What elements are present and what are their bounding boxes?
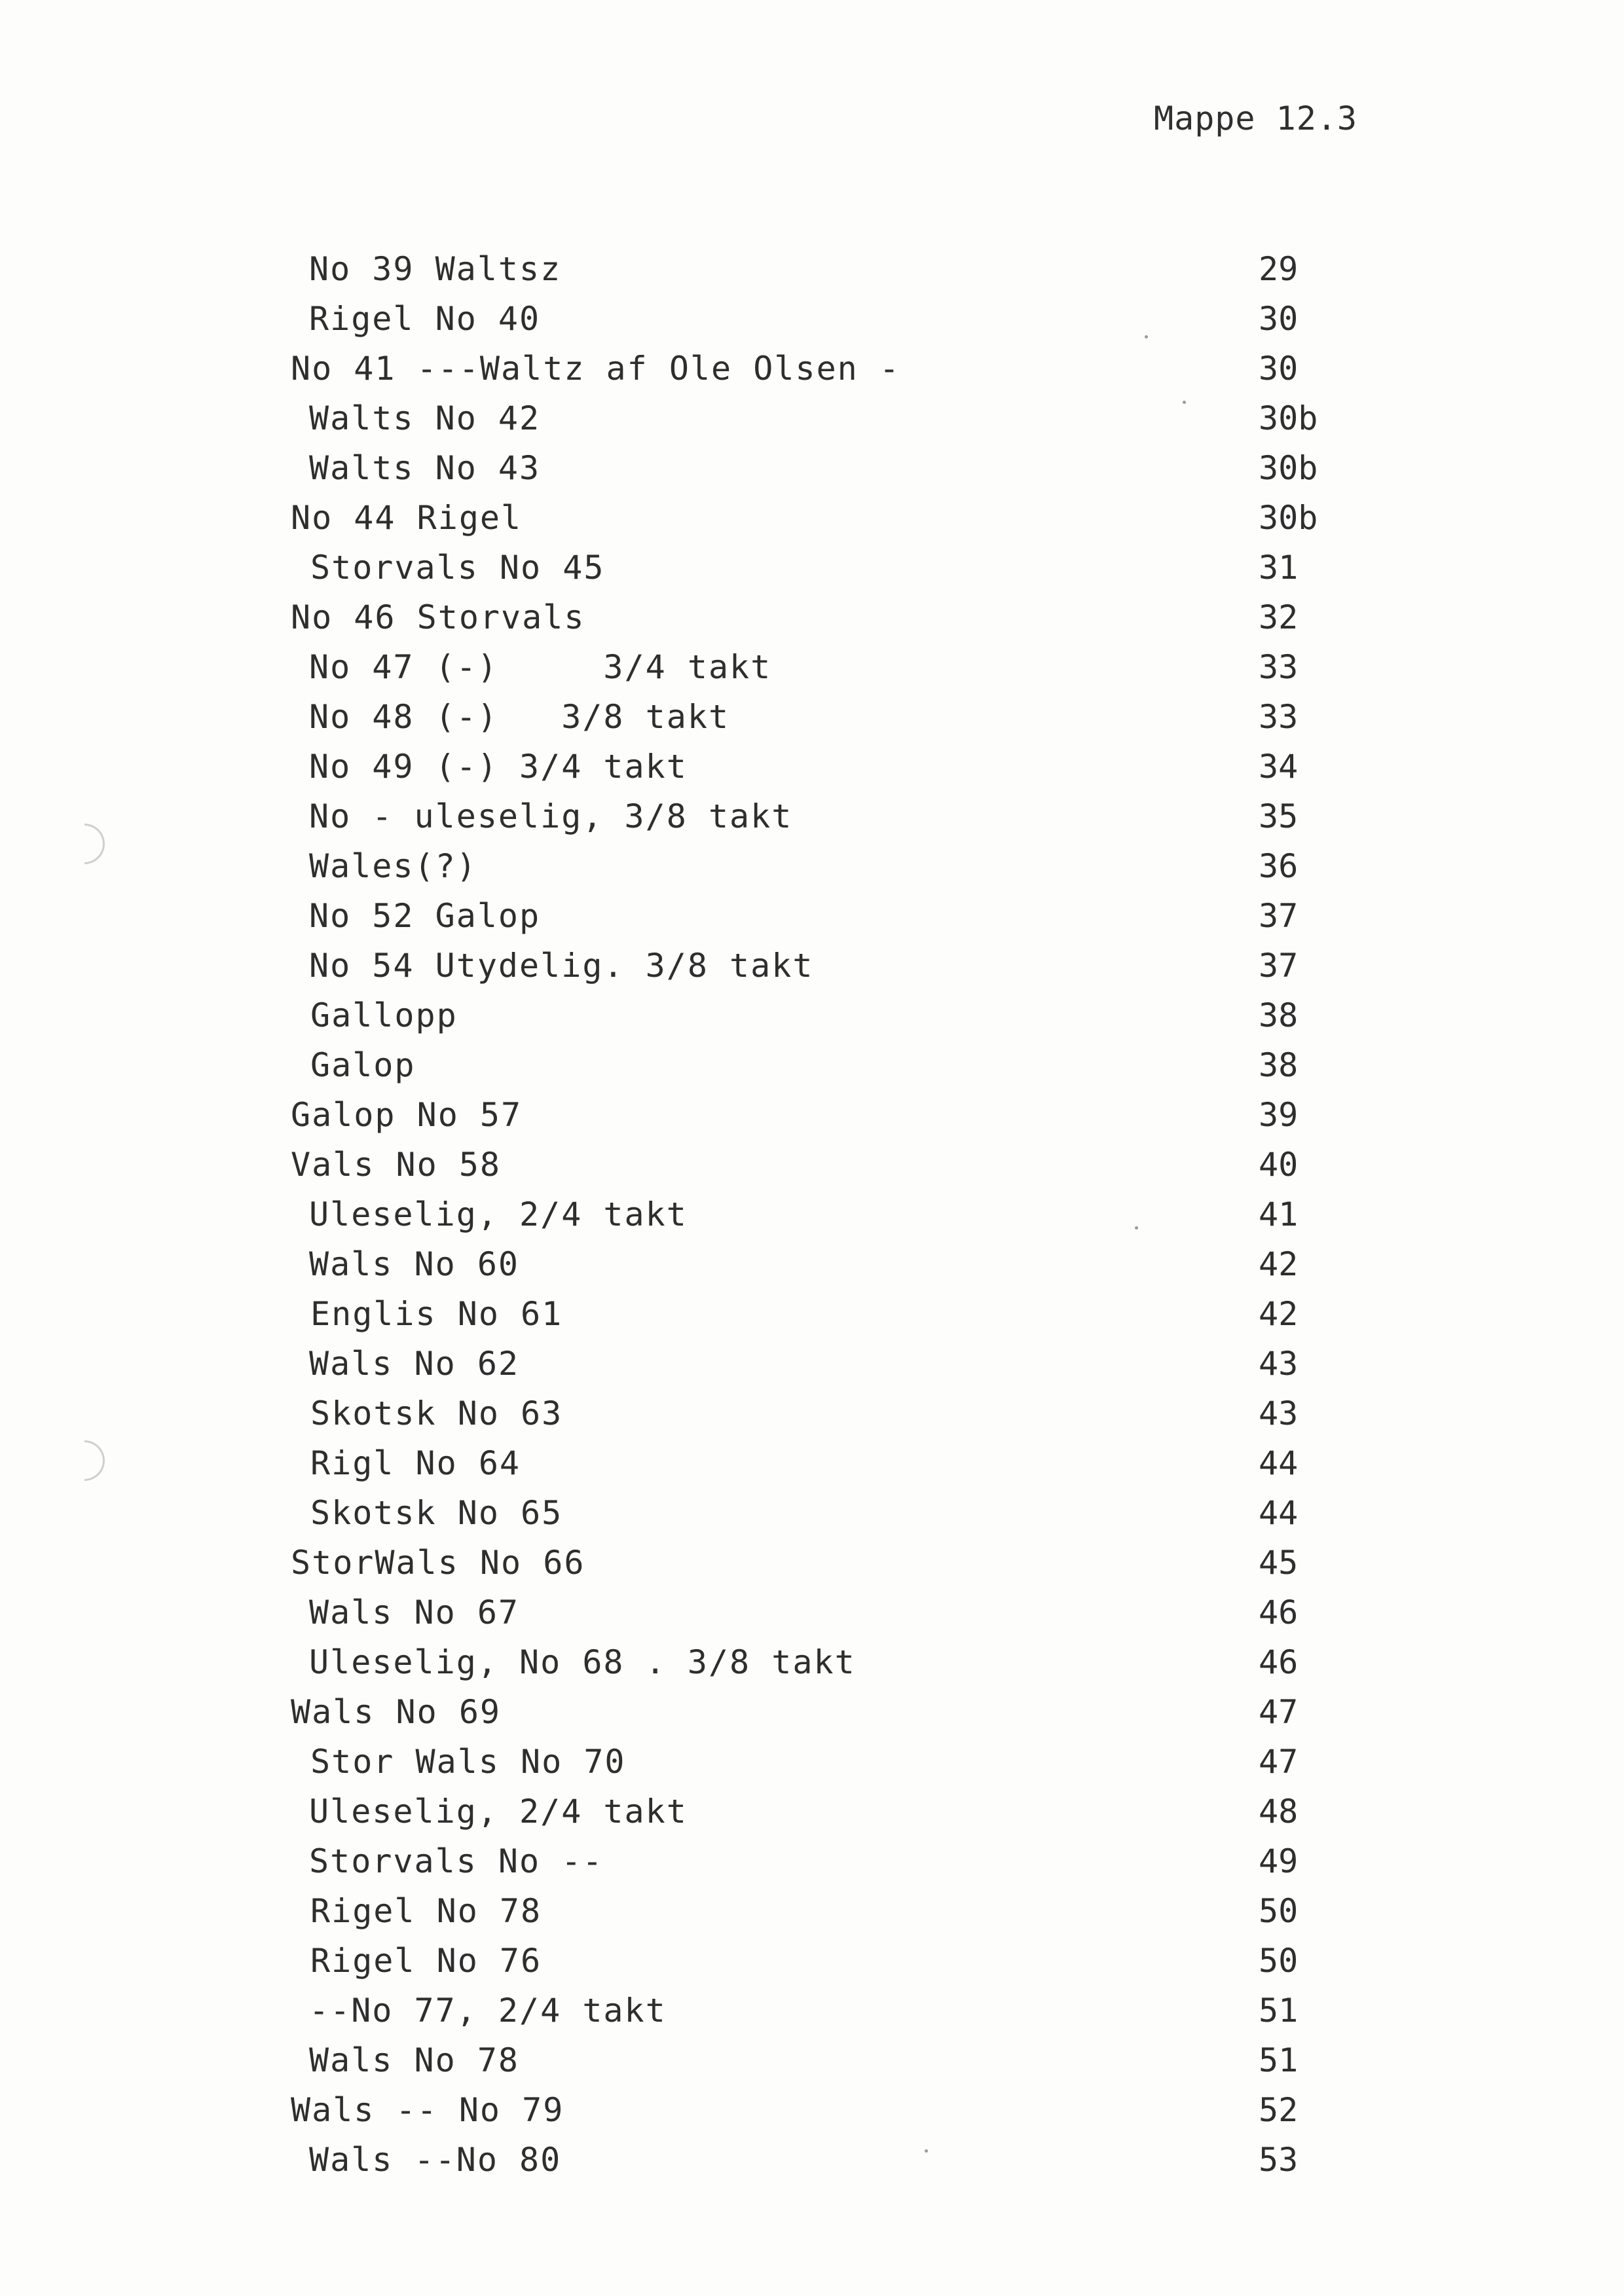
entry-title: No 41 ---Waltz af Ole Olsen -	[291, 350, 900, 388]
entry-page-number: 39	[1259, 1096, 1299, 1134]
entry-title: Uleselig, 2/4 takt	[309, 1195, 688, 1233]
entry-title: Walts No 43	[309, 449, 541, 487]
entry-title: Rigel No 78	[310, 1892, 542, 1930]
entry-title: Stor Wals No 70	[310, 1743, 626, 1781]
list-item	[0, 1245, 1624, 1295]
list-item	[0, 350, 1624, 399]
entry-page-number: 44	[1259, 1444, 1299, 1482]
entry-title: Galop No 57	[291, 1096, 523, 1134]
entry-page-number: 53	[1259, 2141, 1299, 2179]
entry-page-number: 40	[1259, 1146, 1299, 1184]
entry-page-number: 47	[1259, 1693, 1299, 1731]
list-item	[0, 996, 1624, 1046]
entry-page-number: 30	[1259, 350, 1299, 388]
entry-title: Rigl No 64	[310, 1444, 521, 1482]
entry-title: Wales(?)	[309, 847, 477, 885]
entry-title: Wals --No 80	[309, 2141, 562, 2179]
list-item	[0, 1594, 1624, 1643]
entry-page-number: 42	[1259, 1295, 1299, 1333]
entry-title: Uleselig, No 68 . 3/8 takt	[309, 1643, 856, 1681]
entry-title: Wals -- No 79	[291, 2091, 564, 2129]
list-item	[0, 499, 1624, 549]
entry-page-number: 50	[1259, 1892, 1299, 1930]
entry-title: Vals No 58	[291, 1146, 502, 1184]
entry-title: Wals No 69	[291, 1693, 502, 1731]
list-item	[0, 1345, 1624, 1394]
entry-title: Wals No 60	[309, 1245, 520, 1283]
list-item	[0, 1195, 1624, 1245]
entry-page-number: 30b	[1259, 399, 1318, 437]
entry-title: --No 77, 2/4 takt	[309, 1992, 667, 2030]
entry-page-number: 33	[1259, 698, 1299, 736]
entry-title: Wals No 78	[309, 2041, 520, 2079]
entry-page-number: 30b	[1259, 449, 1318, 487]
entry-title: Englis No 61	[310, 1295, 563, 1333]
entry-page-number: 46	[1259, 1643, 1299, 1681]
list-item	[0, 2141, 1624, 2191]
entry-title: No 52 Galop	[309, 897, 541, 935]
list-item	[0, 1394, 1624, 1444]
list-item	[0, 1942, 1624, 1992]
entry-page-number: 42	[1259, 1245, 1299, 1283]
folder-label: Mappe 12.3	[1154, 100, 1358, 137]
entry-page-number: 34	[1259, 748, 1299, 786]
entry-title: No 48 (-) 3/8 takt	[309, 698, 730, 736]
list-item	[0, 1046, 1624, 1096]
list-item	[0, 1444, 1624, 1494]
entry-title: Wals No 67	[309, 1594, 520, 1631]
list-item	[0, 1295, 1624, 1345]
entry-page-number: 36	[1259, 847, 1299, 885]
entry-page-number: 51	[1259, 2041, 1299, 2079]
entry-page-number: 46	[1259, 1594, 1299, 1631]
list-item	[0, 549, 1624, 598]
entry-title: No 39 Waltsz	[309, 250, 562, 288]
list-item	[0, 648, 1624, 698]
entry-page-number: 33	[1259, 648, 1299, 686]
entry-page-number: 37	[1259, 947, 1299, 985]
list-item	[0, 748, 1624, 797]
entry-page-number: 38	[1259, 996, 1299, 1034]
list-item	[0, 1693, 1624, 1743]
entry-page-number: 51	[1259, 1992, 1299, 2030]
list-item	[0, 598, 1624, 648]
list-item	[0, 1992, 1624, 2041]
list-item	[0, 2091, 1624, 2141]
entry-page-number: 38	[1259, 1046, 1299, 1084]
entry-title: Galop	[310, 1046, 416, 1084]
entry-title: Storvals No 45	[310, 549, 605, 587]
entry-page-number: 52	[1259, 2091, 1299, 2129]
entry-page-number: 37	[1259, 897, 1299, 935]
entry-title: Rigel No 76	[310, 1942, 542, 1980]
list-item	[0, 1544, 1624, 1594]
list-item	[0, 1494, 1624, 1544]
entry-title: Skotsk No 65	[310, 1494, 563, 1532]
entry-title: No 47 (-) 3/4 takt	[309, 648, 772, 686]
entry-title: Uleselig, 2/4 takt	[309, 1793, 688, 1831]
entry-title: Skotsk No 63	[310, 1394, 563, 1432]
entry-title: No - uleselig, 3/8 takt	[309, 797, 793, 835]
entry-page-number: 49	[1259, 1842, 1299, 1880]
list-item	[0, 897, 1624, 947]
entry-page-number: 41	[1259, 1195, 1299, 1233]
list-item	[0, 1793, 1624, 1842]
list-item	[0, 1842, 1624, 1892]
entry-title: Rigel No 40	[309, 300, 541, 338]
entry-page-number: 44	[1259, 1494, 1299, 1532]
entry-page-number: 32	[1259, 598, 1299, 636]
list-item	[0, 449, 1624, 499]
entry-title: Storvals No --	[309, 1842, 604, 1880]
entry-page-number: 31	[1259, 549, 1299, 587]
list-item	[0, 250, 1624, 300]
entry-page-number: 43	[1259, 1394, 1299, 1432]
list-item	[0, 847, 1624, 897]
entry-title: No 44 Rigel	[291, 499, 523, 537]
entry-title: Wals No 62	[309, 1345, 520, 1383]
entry-page-number: 48	[1259, 1793, 1299, 1831]
list-item	[0, 1643, 1624, 1693]
entry-page-number: 30	[1259, 300, 1299, 338]
entry-title: No 49 (-) 3/4 takt	[309, 748, 688, 786]
list-item	[0, 1096, 1624, 1146]
list-item	[0, 1892, 1624, 1942]
entry-title: No 54 Utydelig. 3/8 takt	[309, 947, 814, 985]
list-item	[0, 2041, 1624, 2091]
entry-page-number: 47	[1259, 1743, 1299, 1781]
entry-page-number: 29	[1259, 250, 1299, 288]
list-item	[0, 300, 1624, 350]
entry-title: Walts No 42	[309, 399, 541, 437]
entry-page-number: 50	[1259, 1942, 1299, 1980]
entry-page-number: 30b	[1259, 499, 1318, 537]
list-item	[0, 1146, 1624, 1195]
entry-page-number: 43	[1259, 1345, 1299, 1383]
entry-title: No 46 Storvals	[291, 598, 585, 636]
entry-page-number: 35	[1259, 797, 1299, 835]
entry-title: Gallopp	[310, 996, 458, 1034]
list-item	[0, 1743, 1624, 1793]
list-item	[0, 797, 1624, 847]
entry-page-number: 45	[1259, 1544, 1299, 1582]
entry-title: StorWals No 66	[291, 1544, 585, 1582]
list-item	[0, 698, 1624, 748]
list-item	[0, 947, 1624, 996]
list-item	[0, 399, 1624, 449]
